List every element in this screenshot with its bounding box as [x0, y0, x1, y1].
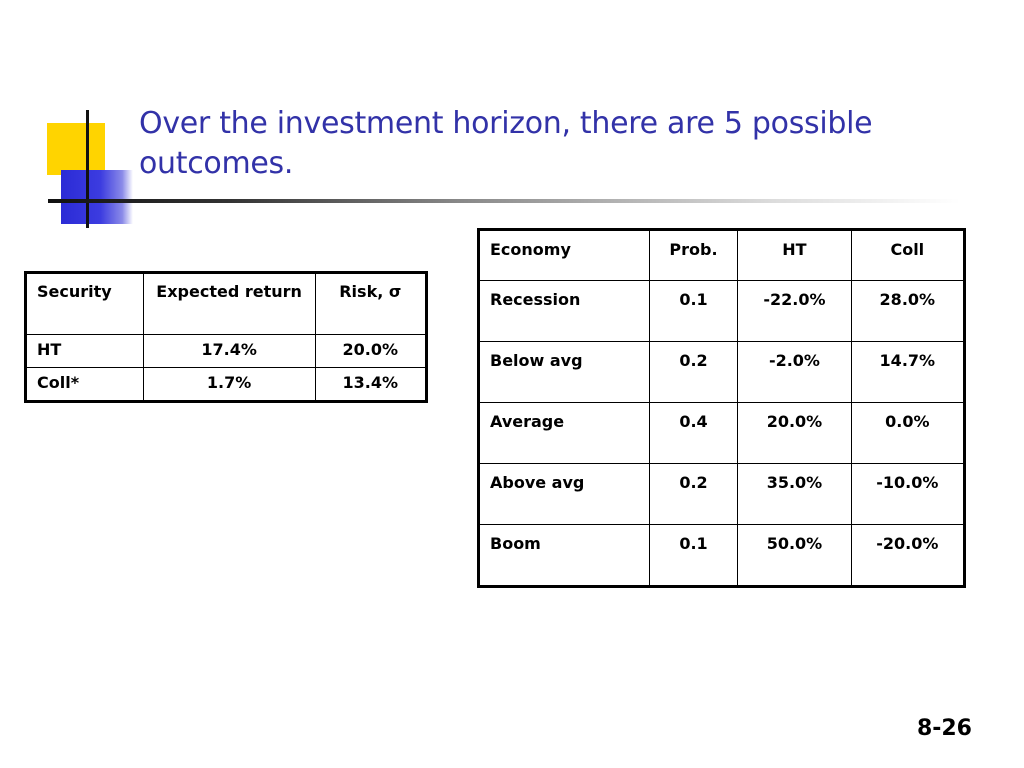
table-cell: Recession	[479, 281, 650, 342]
header-cell-expected-return: Expected return	[143, 273, 315, 335]
table-cell: 50.0%	[738, 525, 851, 587]
table-row	[479, 403, 965, 464]
table-cell: Coll*	[26, 368, 144, 402]
table-cell: HT	[26, 335, 144, 368]
table-row	[479, 342, 965, 403]
header-cell-security: Security	[26, 273, 144, 335]
header-cell-coll: Coll	[851, 230, 964, 281]
table-cell: Average	[479, 403, 650, 464]
table-cell: 0.0%	[851, 403, 964, 464]
logo-blue-square	[61, 170, 133, 224]
table-cell: Boom	[479, 525, 650, 587]
table-cell: 1.7%	[143, 368, 315, 402]
title-underline-divider	[48, 199, 960, 203]
table-cell: 20.0%	[738, 403, 851, 464]
table-cell: 20.0%	[315, 335, 426, 368]
table-cell: 0.2	[649, 464, 738, 525]
table-cell: 28.0%	[851, 281, 964, 342]
table-row	[479, 464, 965, 525]
table-cell: Below avg	[479, 342, 650, 403]
logo-vertical-line	[86, 110, 89, 228]
header-cell-ht: HT	[738, 230, 851, 281]
security-summary-table	[24, 271, 428, 403]
table-cell: 17.4%	[143, 335, 315, 368]
slide-title: Over the investment horizon, there are 5 possible outcomes.	[139, 106, 873, 181]
table-row	[26, 368, 427, 402]
table-cell: 0.1	[649, 281, 738, 342]
logo-yellow-square	[47, 123, 105, 175]
table-row	[26, 335, 427, 368]
table-cell: 35.0%	[738, 464, 851, 525]
table-row	[479, 525, 965, 587]
header-cell-prob: Prob.	[649, 230, 738, 281]
table-cell: 0.4	[649, 403, 738, 464]
table-cell: -22.0%	[738, 281, 851, 342]
table-cell: 0.2	[649, 342, 738, 403]
table-cell: 13.4%	[315, 368, 426, 402]
table-header-row	[26, 273, 427, 335]
economy-outcomes-table	[477, 228, 966, 588]
table-cell: 14.7%	[851, 342, 964, 403]
header-cell-economy: Economy	[479, 230, 650, 281]
table-header-row	[479, 230, 965, 281]
table-cell: -10.0%	[851, 464, 964, 525]
slide-number: 8-26	[916, 716, 972, 741]
table-cell: -20.0%	[851, 525, 964, 587]
table-cell: 0.1	[649, 525, 738, 587]
table-cell: -2.0%	[738, 342, 851, 403]
table-row	[479, 281, 965, 342]
header-cell-risk: Risk, σ	[315, 273, 426, 335]
table-cell: Above avg	[479, 464, 650, 525]
